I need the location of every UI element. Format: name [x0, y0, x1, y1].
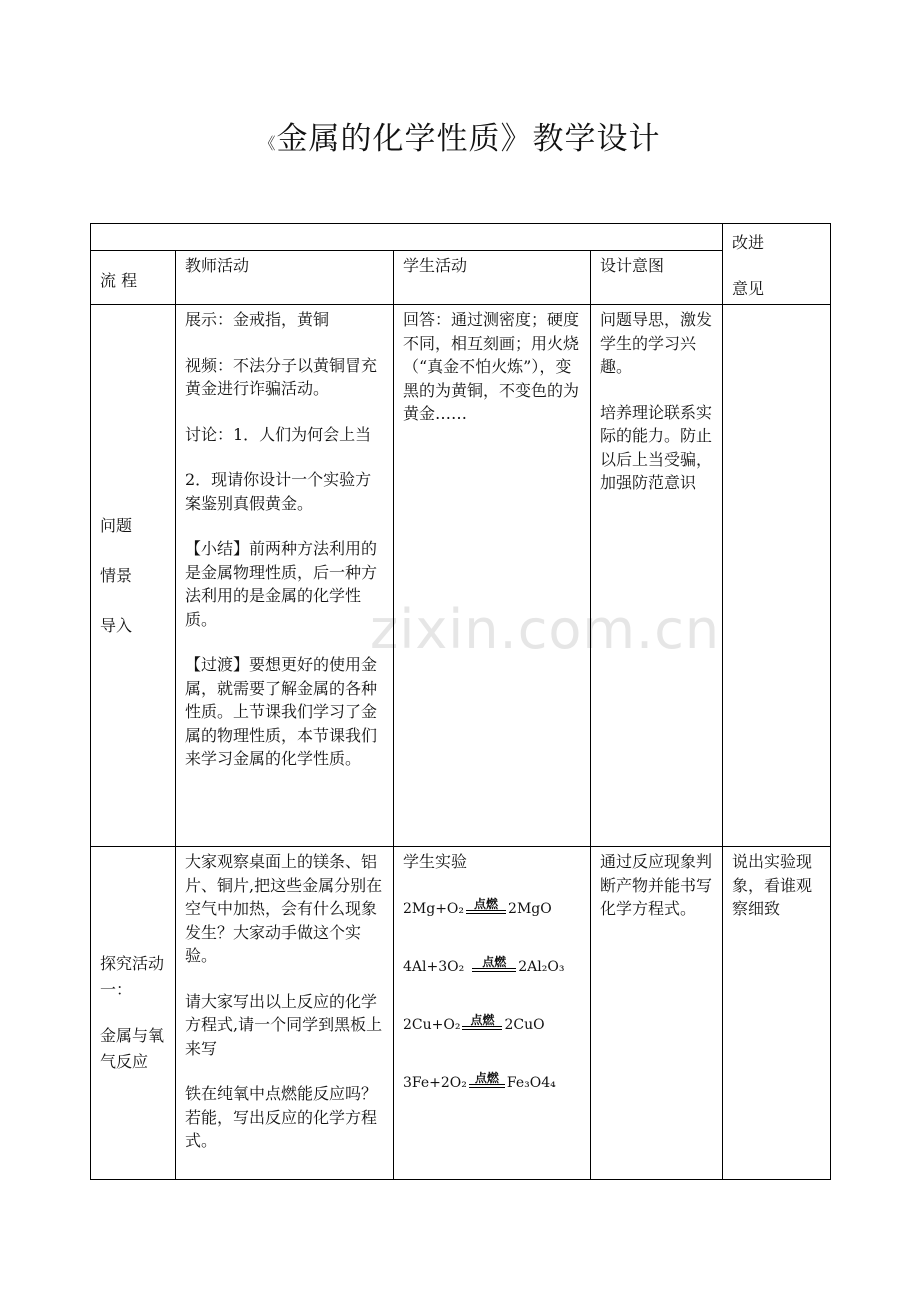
header-teacher: 教师活动	[176, 251, 394, 305]
header-top-row	[91, 224, 831, 251]
stage-line: 探究活动一：	[100, 954, 165, 999]
stage-line: 情景	[100, 565, 133, 585]
student-heading: 学生实验	[403, 852, 468, 871]
header-row	[91, 251, 831, 305]
lesson-plan-table	[90, 223, 831, 1180]
design-intent-1	[591, 305, 723, 847]
intent-paragraph: 培养理论联系实际的能力。防止以后上当受骗，加强防范意识	[600, 402, 713, 492]
equation-lhs: 3Fe+2O₂	[403, 1075, 467, 1091]
reaction-arrow	[466, 898, 506, 914]
equation-lhs: 2Cu+O₂	[403, 1017, 461, 1033]
teacher-paragraph: 视频：不法分子以黄铜冒充黄金进行诈骗活动。	[185, 355, 378, 398]
equation-al	[403, 942, 581, 980]
stage-explore-1	[91, 847, 176, 1180]
header-improve-line1: 改进	[732, 233, 765, 252]
page-title	[0, 113, 920, 158]
equation-rhs: Fe₃O4₄	[506, 1075, 556, 1091]
reaction-arrow	[472, 956, 516, 972]
student-activity-1: 回答：通过测密度；硬度不同，相互刻画；用火烧（“真金不怕火炼”），变黑的为黄铜，不变色的为黄金……	[394, 305, 591, 847]
teacher-paragraph: 讨论：1．人们为何会上当	[185, 424, 372, 444]
equation-lhs: 4Al+3O₂	[403, 959, 465, 975]
equation-rhs: 2Al₂O₃	[518, 959, 565, 975]
reaction-arrow	[462, 1014, 502, 1030]
reaction-condition: 点燃	[474, 896, 499, 911]
header-blank-cell	[91, 224, 723, 251]
header-student: 学生活动	[394, 251, 591, 305]
teacher-paragraph: 【小结】前两种方法利用的是金属物理性质，后一种方法利用的是金属的化学性质。	[185, 539, 378, 629]
equation-lhs: 2Mg+O₂	[403, 901, 465, 917]
header-improve	[723, 224, 831, 305]
equation-mg	[403, 884, 581, 922]
equation-cu	[403, 1000, 581, 1038]
stage-line: 金属与氧气反应	[100, 1026, 165, 1071]
row-explore-1	[91, 847, 831, 1180]
title-prefix: 《	[259, 134, 277, 153]
teacher-activity-1	[176, 305, 394, 847]
reaction-condition: 点燃	[482, 954, 507, 969]
intent-paragraph: 问题导思，激发学生的学习兴趣。	[600, 310, 713, 376]
stage-problem-intro	[91, 305, 176, 847]
header-intent: 设计意图	[591, 251, 723, 305]
improve-2: 说出实验现象，看谁观察细致	[723, 847, 831, 1180]
teacher-paragraph: 2．现请你设计一个实验方案鉴别真假黄金。	[185, 470, 372, 513]
watermark: zixin.com.cn	[370, 598, 721, 661]
teacher-activity-2	[176, 847, 394, 1180]
teacher-paragraph: 大家观察桌面上的镁条、铝片、铜片,把这些金属分别在空气中加热，会有什么现象发生？大家动手做这个实验。	[185, 852, 383, 965]
teacher-paragraph: 【过渡】要想更好的使用金属，就需要了解金属的各种性质。上节课我们学习了金属的物理性质，本节课我们来学习金属的化学性质。	[185, 655, 378, 768]
teacher-paragraph: 展示：金戒指，黄铜	[185, 310, 330, 329]
header-improve-line2: 意见	[732, 279, 765, 298]
stage-line: 问题	[100, 515, 133, 535]
teacher-paragraph: 铁在纯氧中点燃能反应吗？若能，写出反应的化学方程式。	[185, 1084, 378, 1150]
reaction-condition: 点燃	[470, 1012, 495, 1027]
student-activity-2	[394, 847, 591, 1180]
row-problem-intro	[91, 305, 831, 847]
teacher-paragraph: 请大家写出以上反应的化学方程式,请一个同学到黑板上来写	[185, 991, 383, 1058]
title-text: 金属的化学性质》教学设计	[276, 121, 661, 157]
equation-rhs: 2MgO	[508, 901, 552, 917]
design-intent-2: 通过反应现象判断产物并能书写化学方程式。	[591, 847, 723, 1180]
equation-fe	[403, 1058, 581, 1096]
equation-rhs: 2CuO	[504, 1017, 545, 1033]
stage-line: 导入	[100, 615, 133, 635]
reaction-arrow	[469, 1072, 505, 1088]
header-flow: 流 程	[91, 251, 176, 305]
reaction-condition: 点燃	[474, 1070, 499, 1085]
improve-1	[723, 305, 831, 847]
